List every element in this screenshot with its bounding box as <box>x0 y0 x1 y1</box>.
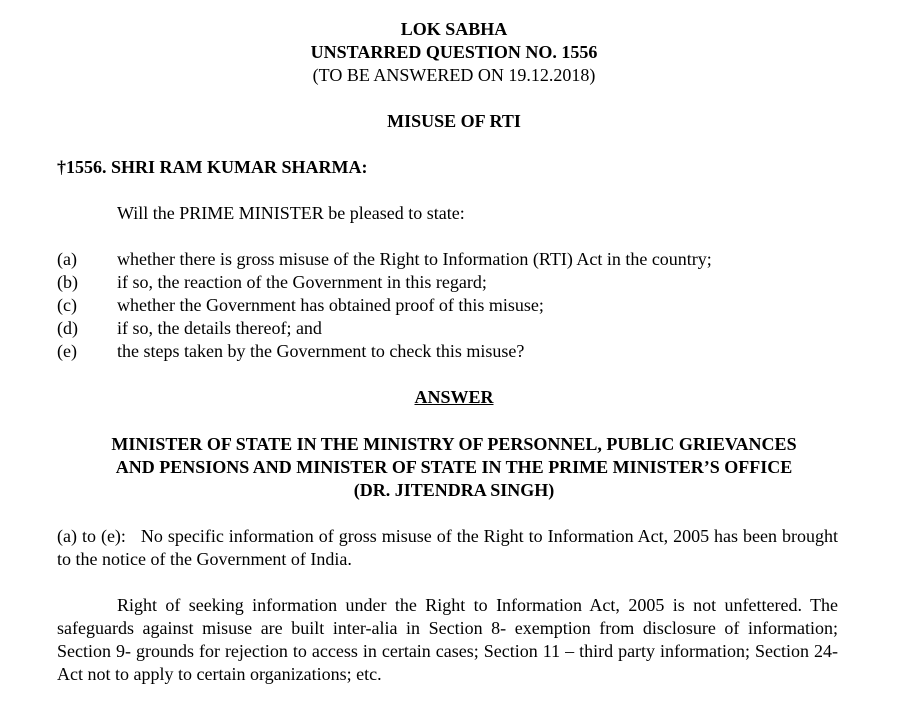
item-label: (c) <box>57 295 77 315</box>
minister-line-1: MINISTER OF STATE IN THE MINISTRY OF PERSONNEL, PUBLIC GRIEVANCES <box>111 434 797 454</box>
answer-paragraph-1: (a) to (e): No specific information of gross misuse of the Right to Information Act, 2005 has been brought to the notice of the Government of India. <box>57 526 843 569</box>
item-label: (d) <box>57 318 78 338</box>
answer-heading: ANSWER <box>414 387 494 407</box>
question-intro: Will the PRIME MINISTER be pleased to state: <box>117 203 465 223</box>
item-label: (b) <box>57 272 78 292</box>
item-text: if so, the details thereof; and <box>117 318 322 338</box>
answer-date: (TO BE ANSWERED ON 19.12.2018) <box>312 65 596 85</box>
item-text: the steps taken by the Government to check this misuse? <box>117 341 525 361</box>
minister-line-3: (DR. JITENDRA SINGH) <box>353 480 555 500</box>
item-text: if so, the reaction of the Government in this regard; <box>117 272 487 292</box>
item-label: (a) <box>57 249 77 269</box>
house-title: LOK SABHA <box>400 19 508 39</box>
item-text: whether the Government has obtained proof of this misuse; <box>117 295 544 315</box>
question-number: UNSTARRED QUESTION NO. 1556 <box>310 42 598 62</box>
item-text: whether there is gross misuse of the Right to Information (RTI) Act in the country; <box>117 249 712 269</box>
answer-paragraph-2: Right of seeking information under the Right to Information Act, 2005 is not unfettered. The safeguards against misuse are built inter-alia in Section 8- exemption from disclosure of information; Section 9- grounds for rejection to access in certain cases; Section 11 – third party information; Section 24- Act not to apply to certain organizations; etc. <box>57 595 838 684</box>
question-asker: †1556. SHRI RAM KUMAR SHARMA: <box>57 157 368 177</box>
item-label: (e) <box>57 341 77 361</box>
subject-title: MISUSE OF RTI <box>387 111 521 131</box>
minister-line-2: AND PENSIONS AND MINISTER OF STATE IN THE PRIME MINISTER’S OFFICE <box>115 457 793 477</box>
